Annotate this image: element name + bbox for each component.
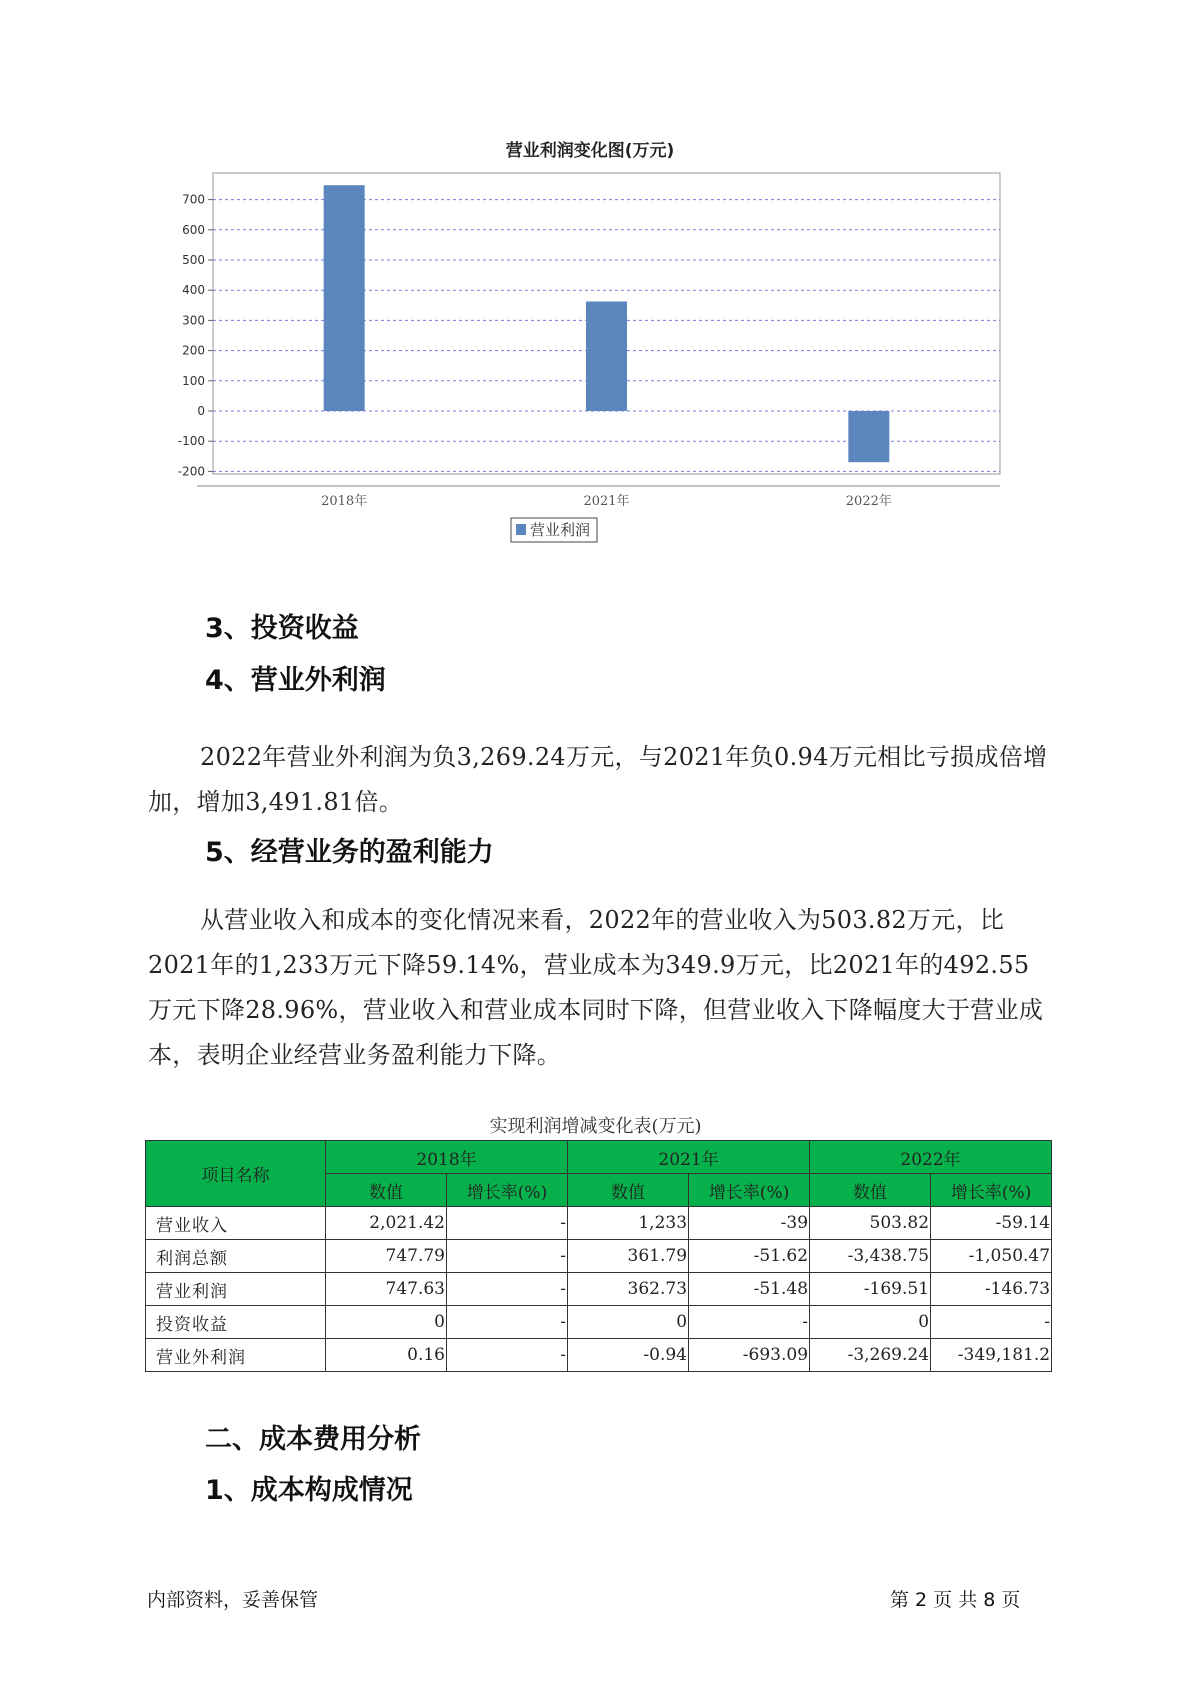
subheader-growth-rate: 增长率(%): [931, 1174, 1052, 1207]
cell-value: 361.79: [568, 1240, 689, 1273]
x-tick-label: 2018年: [321, 494, 368, 509]
table-header-row: [146, 1141, 1052, 1174]
cell-rate: -39: [689, 1207, 810, 1240]
header-year: 2021年: [568, 1141, 810, 1174]
paragraph-profitability: 从营业收入和成本的变化情况来看，2022年的营业收入为503.82万元，比2021年的1,233万元下降59.14%，营业成本为349.9万元，比2021年的492.55万元下降28.96%，营业收入和营业成本同时下降，但营业收入下降幅度大于营业成本，表明企业经营业务盈利能力下降。: [148, 906, 1044, 1069]
heading-cost-analysis: 二、成本费用分析: [205, 1424, 421, 1455]
cell-value: 0.16: [326, 1339, 447, 1372]
profit-change-table: [145, 1140, 1052, 1372]
y-tick-label: 500: [182, 253, 205, 267]
cell-rate: -59.14: [931, 1207, 1052, 1240]
heading-investment-income: 3、投资收益: [205, 613, 359, 644]
chart-legend: [511, 518, 597, 542]
paragraph-non-operating-profit: 2022年营业外利润为负3,269.24万元，与2021年负0.94万元相比亏损成倍增加，增加3,491.81倍。: [148, 743, 1048, 816]
heading-non-operating-profit: 4、营业外利润: [205, 665, 386, 696]
subheader-growth-rate: 增长率(%): [689, 1174, 810, 1207]
footer-confidential-note: 内部资料，妥善保管: [147, 1589, 319, 1611]
cell-rate: -: [447, 1273, 568, 1306]
header-item-name: 项目名称: [146, 1141, 326, 1207]
cell-rate: -: [931, 1306, 1052, 1339]
heading-profitability: 5、经营业务的盈利能力: [205, 837, 494, 868]
chart-y-axis: [178, 193, 213, 479]
cell-value: 747.63: [326, 1273, 447, 1306]
table-caption: 实现利润增减变化表(万元): [489, 1116, 702, 1137]
table-row: [146, 1273, 1052, 1306]
subheader-growth-rate: 增长率(%): [447, 1174, 568, 1207]
row-name: 利润总额: [146, 1240, 326, 1273]
row-name: 营业利润: [146, 1273, 326, 1306]
bar: [848, 411, 889, 462]
cell-value: 0: [568, 1306, 689, 1339]
cell-value: 2,021.42: [326, 1207, 447, 1240]
cell-value: 1,233: [568, 1207, 689, 1240]
cell-value: 503.82: [810, 1207, 931, 1240]
cell-rate: -1,050.47: [931, 1240, 1052, 1273]
y-tick-label: 100: [182, 373, 205, 388]
table-row: [146, 1306, 1052, 1339]
cell-rate: -51.48: [689, 1273, 810, 1306]
cell-value: -3,438.75: [810, 1240, 931, 1273]
cell-rate: -146.73: [931, 1273, 1052, 1306]
x-tick-label: 2022年: [845, 494, 892, 509]
y-tick-label: -100: [177, 434, 205, 449]
cell-rate: -: [447, 1240, 568, 1273]
operating-profit-chart: [150, 130, 1030, 590]
footer-page-number: 第 2 页 共 8 页: [890, 1589, 1021, 1611]
y-tick-label: 300: [182, 313, 205, 328]
table-row: [146, 1339, 1052, 1372]
cell-value: -169.51: [810, 1273, 931, 1306]
row-name: 营业外利润: [146, 1339, 326, 1372]
cell-rate: -: [447, 1207, 568, 1240]
y-tick-label: 0: [197, 404, 205, 418]
header-year: 2018年: [326, 1141, 568, 1174]
subheader-value: 数值: [568, 1174, 689, 1207]
row-name: 投资收益: [146, 1306, 326, 1339]
y-tick-label: 200: [182, 343, 205, 358]
row-name: 营业收入: [146, 1207, 326, 1240]
subheader-value: 数值: [810, 1174, 931, 1207]
cell-value: -0.94: [568, 1339, 689, 1372]
cell-value: 0: [326, 1306, 447, 1339]
cell-rate: -: [689, 1306, 810, 1339]
heading-cost-structure: 1、成本构成情况: [205, 1475, 413, 1506]
table-row: [146, 1240, 1052, 1273]
legend-label: 营业利润: [530, 521, 591, 539]
bar: [324, 185, 365, 411]
x-tick-label: 2021年: [583, 494, 630, 509]
subheader-value: 数值: [326, 1174, 447, 1207]
y-tick-label: 400: [182, 283, 205, 298]
cell-rate: -349,181.2: [931, 1339, 1052, 1372]
header-year: 2022年: [810, 1141, 1052, 1174]
cell-value: 362.73: [568, 1273, 689, 1306]
legend-swatch: [516, 524, 526, 535]
y-tick-label: 600: [182, 222, 205, 237]
cell-rate: -: [447, 1339, 568, 1372]
y-tick-label: 700: [182, 192, 205, 207]
y-tick-label: -200: [177, 464, 205, 479]
cell-value: 747.79: [326, 1240, 447, 1273]
table-row: [146, 1207, 1052, 1240]
cell-rate: -51.62: [689, 1240, 810, 1273]
chart-title: 营业利润变化图(万元): [505, 141, 675, 161]
cell-rate: -693.09: [689, 1339, 810, 1372]
bar: [586, 301, 627, 411]
cell-rate: -: [447, 1306, 568, 1339]
cell-value: 0: [810, 1306, 931, 1339]
cell-value: -3,269.24: [810, 1339, 931, 1372]
chart-x-axis: [321, 493, 892, 509]
